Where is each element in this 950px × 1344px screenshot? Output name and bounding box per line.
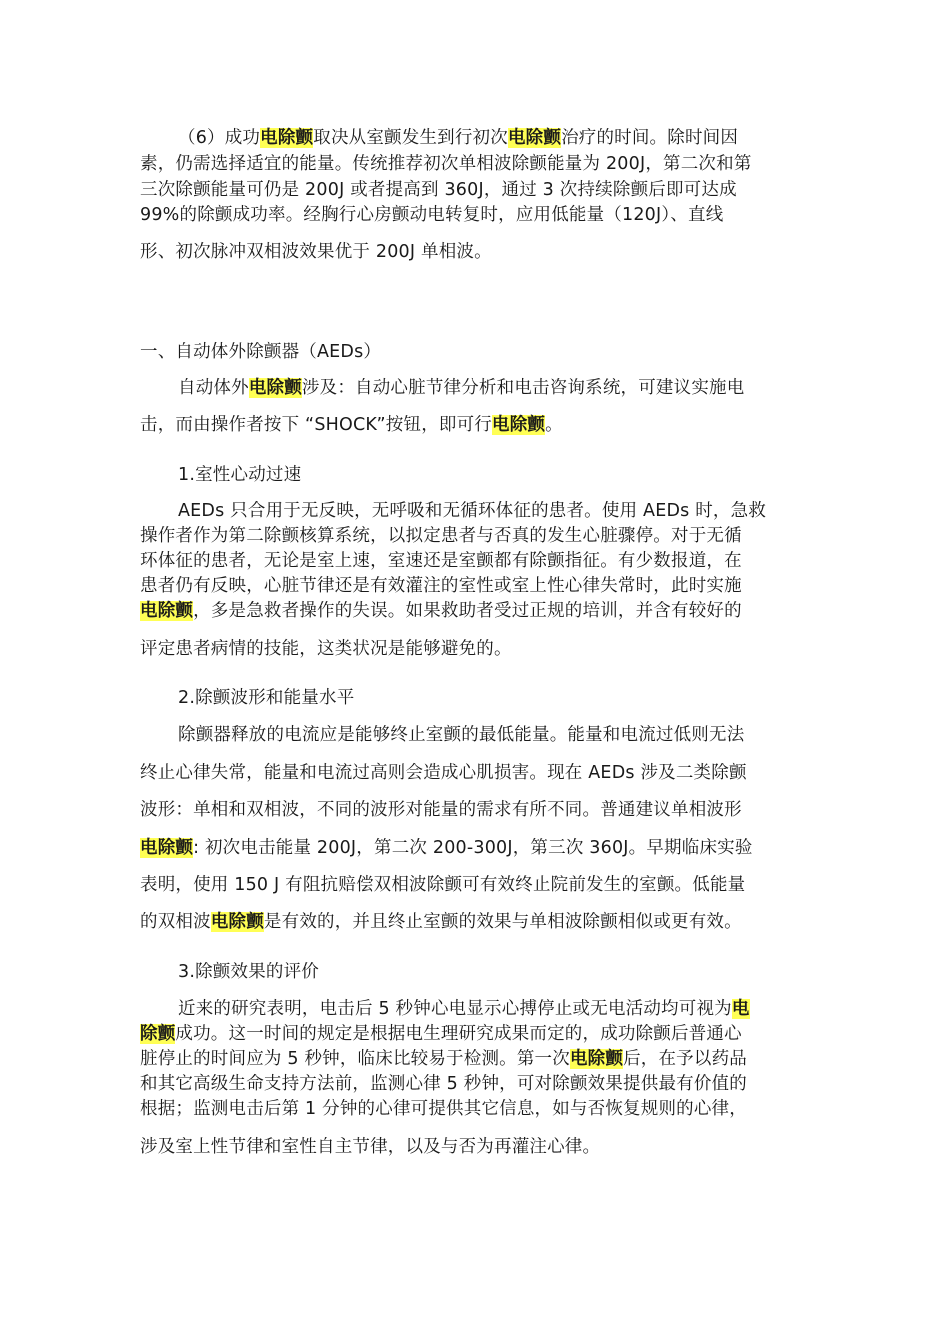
aed-heading: 一、自动体外除颤器（AEDs） bbox=[140, 342, 382, 362]
keyword-highlight: 电除颤 bbox=[248, 378, 302, 398]
keyword-highlight: 电除颤 bbox=[210, 912, 264, 932]
section6-line-1: （6）成功电除颤取决从室颤发生到行初次电除颤治疗的时间。除时间因 bbox=[178, 128, 739, 148]
section6-line-5: 形、初次脉冲双相波效果优于 200J 单相波。 bbox=[140, 242, 492, 262]
sub3-line-5: 根据；监测电击后第 1 分钟的心律可提供其它信息，如与否恢复规则的心律， bbox=[140, 1099, 747, 1119]
sub1-line-3: 环体征的患者，无论是室上速，室速还是室颤都有除颤指征。有少数报道，在 bbox=[140, 551, 742, 571]
sub1-title: 1.室性心动过速 bbox=[178, 465, 302, 485]
keyword-highlight: 除颤 bbox=[140, 1024, 176, 1044]
sub2-line-1: 除颤器释放的电流应是能够终止室颤的最低能量。能量和电流过低则无法 bbox=[178, 725, 745, 745]
sub2-line-6: 的双相波电除颤是有效的，并且终止室颤的效果与单相波除颤相似或更有效。 bbox=[140, 912, 742, 932]
keyword-highlight: 电除颤 bbox=[140, 601, 194, 621]
keyword-highlight: 电除颤 bbox=[569, 1049, 624, 1069]
sub3-line-4: 和其它高级生命支持方法前，监测心律 5 秒钟，可对除颤效果提供最有价值的 bbox=[140, 1074, 747, 1094]
keyword-highlight: 电除颤 bbox=[507, 128, 562, 148]
sub1-line-4: 患者仍有反映，心脏节律还是有效灌注的室性或室上性心律失常时，此时实施 bbox=[140, 576, 742, 596]
sub2-line-5: 表明，使用 150 J 有阻抗赔偿双相波除颤可有效终止院前发生的室颤。低能量 bbox=[140, 875, 746, 895]
section6-line-4: 99%的除颤成功率。经胸行心房颤动电转复时，应用低能量（120J）、直线 bbox=[140, 205, 724, 225]
sub1-line-5: 电除颤，多是急救者操作的失误。如果救助者受过正规的培训，并含有较好的 bbox=[140, 601, 742, 621]
sub3-title: 3.除颤效果的评价 bbox=[178, 962, 319, 982]
sub3-line-3: 脏停止的时间应为 5 秒钟，临床比较易于检测。第一次电除颤后，在予以药品 bbox=[140, 1049, 747, 1069]
sub2-line-4: 电除颤: 初次电击能量 200J，第二次 200-300J，第三次 360J。早期临床实验 bbox=[140, 838, 753, 858]
sub1-line-6: 评定患者病情的技能，这类状况是能够避免的。 bbox=[140, 639, 512, 659]
keyword-highlight: 电除颤 bbox=[492, 415, 546, 435]
sub3-line-1: 近来的研究表明，电击后 5 秒钟心电显示心搏停止或无电活动均可视为电 bbox=[178, 999, 750, 1019]
sub2-line-2: 终止心律失常，能量和电流过高则会造成心肌损害。现在 AEDs 涉及二类除颤 bbox=[140, 763, 747, 783]
aed-intro-line-2: 击，而由操作者按下 “SHOCK”按钮，即可行电除颤。 bbox=[140, 415, 563, 435]
keyword-highlight: 电 bbox=[731, 999, 750, 1019]
section6-line-2: 素，仍需选择适宜的能量。传统推荐初次单相波除颤能量为 200J，第二次和第 bbox=[140, 154, 752, 174]
section6-line-3: 三次除颤能量可仍是 200J 或者提高到 360J，通过 3 次持续除颤后即可达成 bbox=[140, 180, 737, 200]
sub2-title: 2.除颤波形和能量水平 bbox=[178, 688, 355, 708]
sub2-line-3: 波形：单相和双相波，不同的波形对能量的需求有所不同。普通建议单相波形 bbox=[140, 800, 742, 820]
sub1-line-2: 操作者作为第二除颤核算系统，以拟定患者与否真的发生心脏骤停。对于无循 bbox=[140, 526, 742, 546]
keyword-highlight: 电除颤 bbox=[140, 838, 194, 858]
keyword-highlight: 电除颤 bbox=[260, 128, 314, 148]
sub3-line-6: 涉及室上性节律和室性自主节律，以及与否为再灌注心律。 bbox=[140, 1137, 601, 1157]
sub3-line-2: 除颤成功。这一时间的规定是根据电生理研究成果而定的，成功除颤后普通心 bbox=[140, 1024, 742, 1044]
aed-intro-line-1: 自动体外电除颤涉及：自动心脏节律分析和电击咨询系统，可建议实施电 bbox=[178, 378, 745, 398]
sub1-line-1: AEDs 只合用于无反映，无呼吸和无循环体征的患者。使用 AEDs 时，急救 bbox=[178, 501, 767, 521]
